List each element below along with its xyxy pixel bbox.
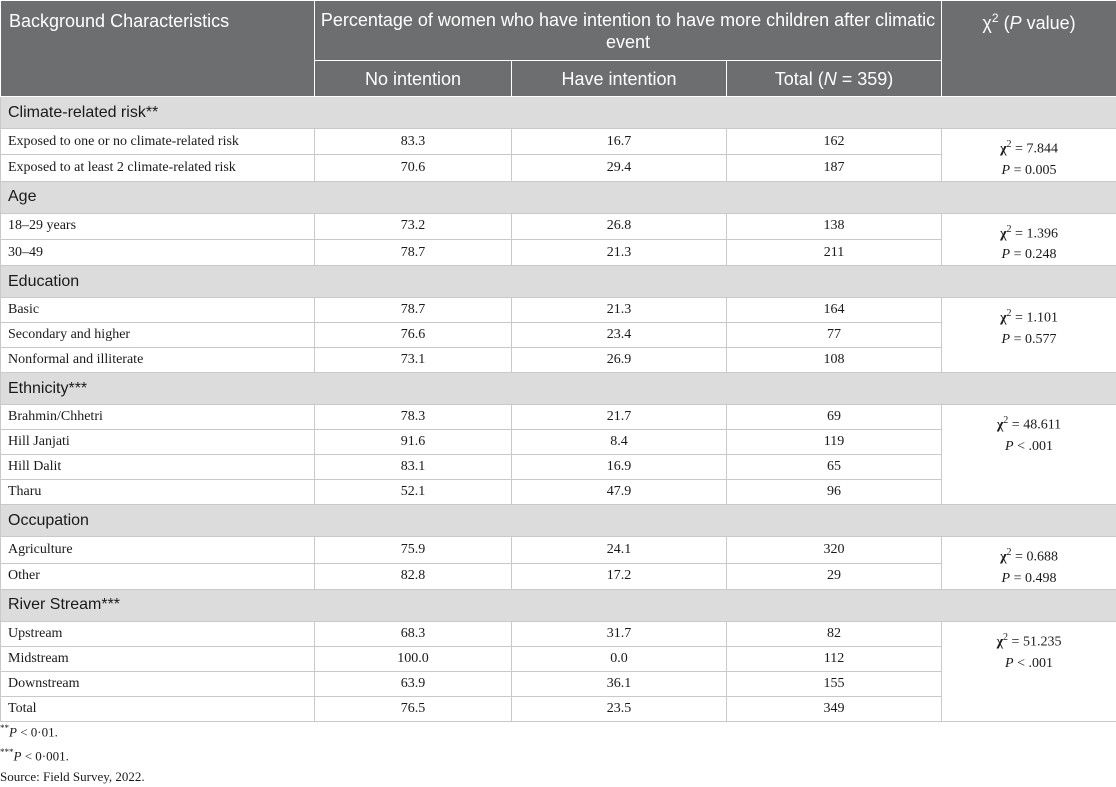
cell-total: 96 <box>727 480 942 505</box>
chi-superscript: 2 <box>1007 224 1012 235</box>
cell-total: 187 <box>727 155 942 181</box>
p-line <box>942 568 1116 589</box>
p-value: = 0.005 <box>1014 163 1057 178</box>
chi-p-italic: P <box>1010 13 1022 33</box>
cell-no-intention: 83.3 <box>315 129 512 155</box>
cell-no-intention: 78.7 <box>315 298 512 323</box>
p-symbol: P <box>1002 332 1011 347</box>
cell-total: 77 <box>727 323 942 348</box>
chi-square-cell <box>942 129 1116 182</box>
chi-value: = 7.844 <box>1015 142 1058 157</box>
p-symbol: P <box>1002 571 1011 586</box>
cell-no-intention: 73.2 <box>315 213 512 239</box>
p-symbol: P <box>1002 247 1011 262</box>
cell-no-intention: 70.6 <box>315 155 512 181</box>
row-label: Exposed to one or no climate-related risk <box>1 129 315 155</box>
cell-have-intention: 31.7 <box>512 621 727 646</box>
chi-value: = 51.235 <box>1012 635 1062 650</box>
chi-square-cell <box>942 621 1116 721</box>
chi-line <box>942 219 1116 245</box>
cell-have-intention: 0.0 <box>512 646 727 671</box>
chi-square-cell <box>942 298 1116 373</box>
chi-symbol: χ <box>1000 142 1006 157</box>
chi-symbol: χ <box>997 635 1003 650</box>
chi-symbol: χ <box>1000 311 1006 326</box>
cell-total: 69 <box>727 405 942 430</box>
p-value: = 0.498 <box>1014 571 1057 586</box>
row-label: Tharu <box>1 480 315 505</box>
table-row <box>1 405 1116 430</box>
chi-value: = 1.101 <box>1015 311 1058 326</box>
chi-value: = 0.688 <box>1015 550 1058 565</box>
p-value: < .001 <box>1017 656 1053 671</box>
row-label: Nonformal and illiterate <box>1 348 315 373</box>
cell-no-intention: 78.7 <box>315 239 512 265</box>
cell-total: 162 <box>727 129 942 155</box>
cell-total: 108 <box>727 348 942 373</box>
group-title: Age <box>1 181 1116 213</box>
header-chi-square <box>942 1 1116 97</box>
total-suffix: = 359) <box>842 69 894 89</box>
chi-square-cell <box>942 537 1116 590</box>
note-source: Source: Field Survey, 2022. <box>0 767 145 787</box>
row-label: Basic <box>1 298 315 323</box>
note-significance-01 <box>0 718 145 742</box>
cell-no-intention: 91.6 <box>315 430 512 455</box>
cell-total: 155 <box>727 671 942 696</box>
chi-superscript: 2 <box>1003 415 1008 426</box>
cell-have-intention: 8.4 <box>512 430 727 455</box>
chi-superscript: 2 <box>1003 632 1008 643</box>
group-row <box>1 266 1116 298</box>
cell-no-intention: 52.1 <box>315 480 512 505</box>
chi-symbol: χ <box>982 13 991 33</box>
table-row <box>1 621 1116 646</box>
cell-have-intention: 16.9 <box>512 455 727 480</box>
chi-line <box>942 542 1116 568</box>
chi-symbol: χ <box>1000 550 1006 565</box>
table-notes <box>0 718 145 787</box>
chi-square-cell <box>942 213 1116 266</box>
group-row <box>1 181 1116 213</box>
header-intention-group: Percentage of women who have intention to have more children after climatic event <box>315 1 942 61</box>
row-label: 30–49 <box>1 239 315 265</box>
chi-open-paren: ( <box>1004 13 1010 33</box>
cell-total: 119 <box>727 430 942 455</box>
p-value: = 0.577 <box>1014 332 1057 347</box>
chi-superscript: 2 <box>1007 139 1012 150</box>
note2-stars: *** <box>0 747 14 757</box>
cell-have-intention: 47.9 <box>512 480 727 505</box>
cell-have-intention: 36.1 <box>512 671 727 696</box>
note1-p: P <box>9 724 17 739</box>
header-no-intention: No intention <box>315 61 512 97</box>
chi-line <box>942 134 1116 160</box>
group-title: River Stream*** <box>1 589 1116 621</box>
cell-no-intention: 63.9 <box>315 671 512 696</box>
p-value: = 0.248 <box>1014 247 1057 262</box>
cell-total: 112 <box>727 646 942 671</box>
row-label: Midstream <box>1 646 315 671</box>
cell-have-intention: 21.7 <box>512 405 727 430</box>
row-label: Hill Dalit <box>1 455 315 480</box>
group-title: Occupation <box>1 505 1116 537</box>
cell-total: 320 <box>727 537 942 563</box>
cell-no-intention: 82.8 <box>315 563 512 589</box>
cell-have-intention: 23.4 <box>512 323 727 348</box>
group-row <box>1 373 1116 405</box>
cell-have-intention: 24.1 <box>512 537 727 563</box>
cell-total: 349 <box>727 696 942 721</box>
row-label: Downstream <box>1 671 315 696</box>
p-line <box>942 329 1116 350</box>
p-symbol: P <box>1002 163 1011 178</box>
row-label: Exposed to at least 2 climate-related risk <box>1 155 315 181</box>
row-label: Secondary and higher <box>1 323 315 348</box>
table-row <box>1 298 1116 323</box>
chi-superscript: 2 <box>1007 547 1012 558</box>
p-line <box>942 436 1116 457</box>
p-line <box>942 160 1116 181</box>
cell-total: 29 <box>727 563 942 589</box>
group-title: Education <box>1 266 1116 298</box>
cell-have-intention: 26.9 <box>512 348 727 373</box>
cell-total: 65 <box>727 455 942 480</box>
cell-have-intention: 26.8 <box>512 213 727 239</box>
p-line <box>942 244 1116 265</box>
cell-no-intention: 75.9 <box>315 537 512 563</box>
cell-no-intention: 78.3 <box>315 405 512 430</box>
cell-no-intention: 83.1 <box>315 455 512 480</box>
cell-total: 138 <box>727 213 942 239</box>
cell-have-intention: 16.7 <box>512 129 727 155</box>
chi-square-cell <box>942 405 1116 505</box>
table-row <box>1 537 1116 563</box>
chi-line <box>942 303 1116 329</box>
total-n-italic: N <box>824 69 837 89</box>
cell-no-intention: 73.1 <box>315 348 512 373</box>
group-row <box>1 97 1116 129</box>
row-label: Agriculture <box>1 537 315 563</box>
p-symbol: P <box>1005 439 1014 454</box>
chi-symbol: χ <box>997 418 1003 433</box>
cell-no-intention: 76.5 <box>315 696 512 721</box>
cell-have-intention: 17.2 <box>512 563 727 589</box>
chi-superscript: 2 <box>1007 308 1012 319</box>
cell-total: 82 <box>727 621 942 646</box>
row-label: Total <box>1 696 315 721</box>
chi-line <box>942 410 1116 436</box>
chi-value-word: value) <box>1027 13 1076 33</box>
p-line <box>942 653 1116 674</box>
cell-have-intention: 29.4 <box>512 155 727 181</box>
cell-total: 211 <box>727 239 942 265</box>
chi-value: = 48.611 <box>1012 418 1061 433</box>
header-have-intention: Have intention <box>512 61 727 97</box>
table-row <box>1 129 1116 155</box>
row-label: 18–29 years <box>1 213 315 239</box>
group-row <box>1 589 1116 621</box>
note2-p: P <box>14 749 22 764</box>
note1-stars: ** <box>0 723 9 733</box>
row-label: Hill Janjati <box>1 430 315 455</box>
cell-no-intention: 68.3 <box>315 621 512 646</box>
cell-total: 164 <box>727 298 942 323</box>
row-label: Upstream <box>1 621 315 646</box>
group-title: Climate-related risk** <box>1 97 1116 129</box>
p-symbol: P <box>1005 656 1014 671</box>
total-prefix: Total ( <box>775 69 824 89</box>
cell-no-intention: 100.0 <box>315 646 512 671</box>
note1-text: < 0·01. <box>17 724 58 739</box>
cell-no-intention: 76.6 <box>315 323 512 348</box>
cell-have-intention: 23.5 <box>512 696 727 721</box>
note2-text: < 0·001. <box>21 749 68 764</box>
cell-have-intention: 21.3 <box>512 298 727 323</box>
cell-have-intention: 21.3 <box>512 239 727 265</box>
header-total <box>727 61 942 97</box>
group-title: Ethnicity*** <box>1 373 1116 405</box>
group-row <box>1 505 1116 537</box>
chi-symbol: χ <box>1000 226 1006 241</box>
p-value: < .001 <box>1017 439 1053 454</box>
row-label: Other <box>1 563 315 589</box>
row-label: Brahmin/Chhetri <box>1 405 315 430</box>
table-row <box>1 213 1116 239</box>
chi-value: = 1.396 <box>1015 226 1058 241</box>
chi-line <box>942 627 1116 653</box>
header-background-characteristics: Background Characteristics <box>1 1 315 97</box>
note-significance-001 <box>0 742 145 766</box>
chi-superscript: 2 <box>992 11 999 25</box>
